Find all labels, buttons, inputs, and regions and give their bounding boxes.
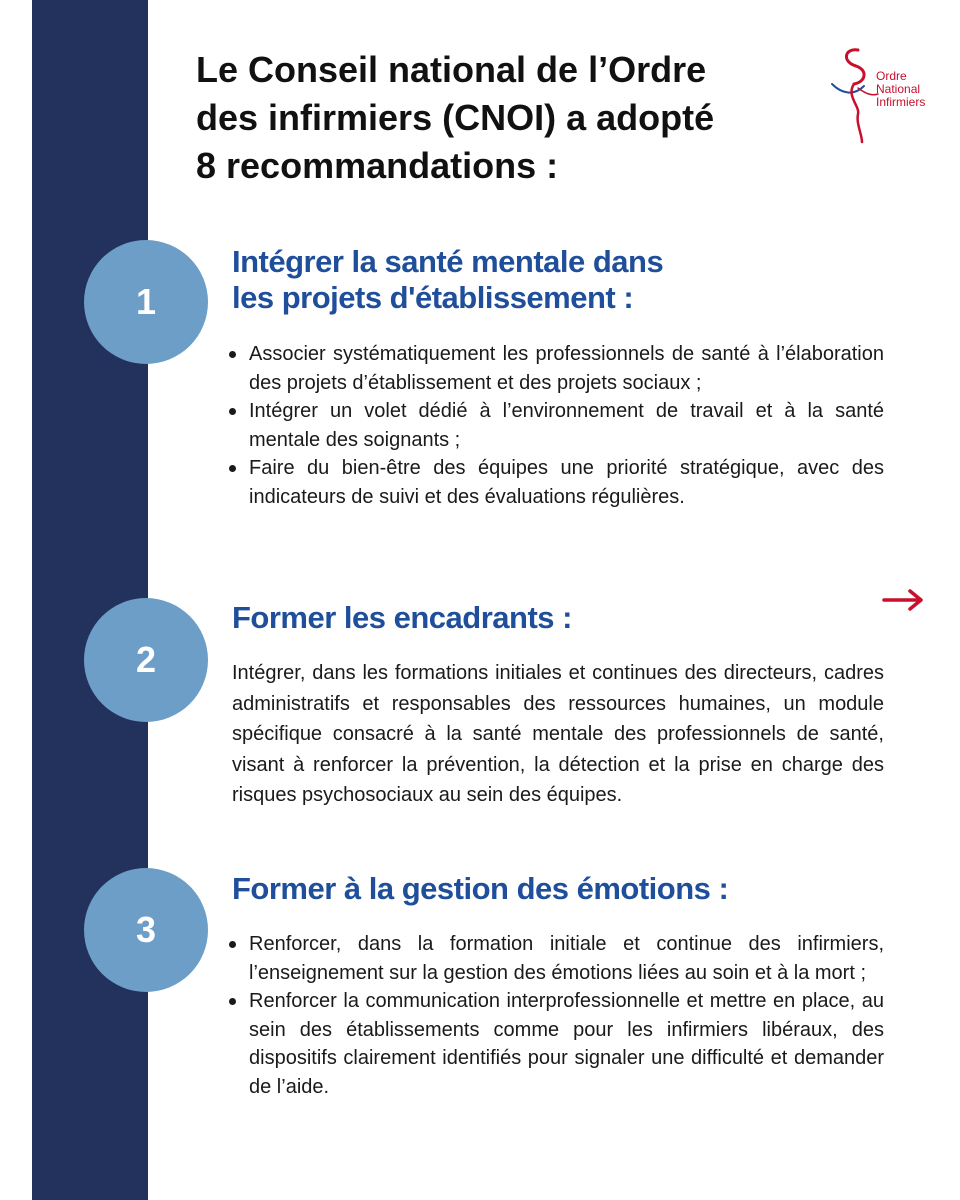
bullet-item: Renforcer la communication interprofessionnelle et mettre en place, au sein des établissements comme pour les infirmiers libéraux, des dispositifs clairement identifiés pour signaler une difficulté et demander de l’aide. [226, 987, 884, 1101]
section-3-title [232, 871, 852, 907]
title-line: des infirmiers (CNOI) a adopté [196, 97, 715, 138]
logo-line: National [876, 82, 921, 96]
title-line: 8 recommandations : [196, 145, 559, 186]
step-number-1: 1 [84, 240, 208, 364]
section-title-line: Former à la gestion des émotions : [232, 871, 729, 906]
ordre-infirmiers-logo [828, 44, 938, 148]
logo-wordmark [876, 70, 925, 109]
section-title-line: Former les encadrants : [232, 600, 572, 635]
section-1-title [232, 244, 852, 316]
logo-line: Infirmiers [876, 95, 926, 109]
step-number-3: 3 [84, 868, 208, 992]
bullet-item: Faire du bien-être des équipes une priorité stratégique, avec des indicateurs de suivi et des évaluations régulières. [226, 454, 884, 511]
logo-line: Ordre [876, 69, 907, 83]
title-line: Le Conseil national de l’Ordre [196, 49, 707, 90]
arrow-right-icon[interactable] [882, 586, 926, 614]
bullet-item: Renforcer, dans la formation initiale et continue des infirmiers, l’enseignement sur la gestion des émotions liées au soin et à la mort ; [226, 930, 884, 987]
section-2-title [232, 600, 852, 636]
bullet-item: Intégrer un volet dédié à l’environnement de travail et à la santé mentale des soignants ; [226, 397, 884, 454]
bullet-item: Associer systématiquement les professionnels de santé à l’élaboration des projets d’établissement et des projets sociaux ; [226, 340, 884, 397]
section-3-bullets [226, 930, 884, 1101]
section-title-line: les projets d'établissement : [232, 280, 634, 315]
step-number-2: 2 [84, 598, 208, 722]
section-title-line: Intégrer la santé mentale dans [232, 244, 664, 279]
page-title [196, 46, 836, 190]
section-1-bullets [226, 340, 884, 511]
section-2-paragraph: Intégrer, dans les formations initiales et continues des directeurs, cadres administratifs et responsables des ressources humaines, un module spécifique consacré à la santé mentale des professionnels de santé, visant à renforcer la prévention, la détection et la prise en charge des risques psychosociaux au sein des équipes. [232, 662, 884, 806]
